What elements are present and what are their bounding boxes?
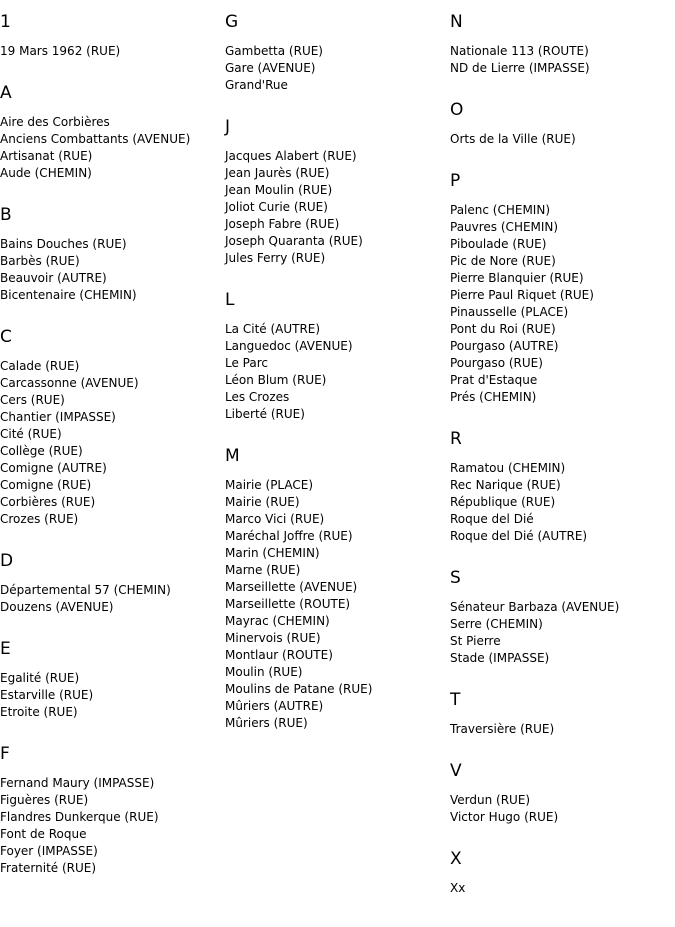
letter-section [450,100,675,148]
street-link[interactable]: Palenc (CHEMIN) [450,203,551,217]
street-link[interactable]: Pierre Blanquier (RUE) [450,271,584,285]
street-link[interactable]: St Pierre [450,634,501,648]
street-link[interactable]: Cité (RUE) [0,427,62,441]
street-list [0,43,222,60]
letter-section [0,744,222,877]
letter-section [450,761,675,826]
street-link[interactable]: Stade (IMPASSE) [450,651,550,665]
street-link[interactable]: Traversière (RUE) [450,722,555,736]
letter-section [225,446,447,732]
street-list [225,148,447,267]
street-link[interactable]: Gambetta (RUE) [225,44,323,58]
street-link[interactable]: Grand'Rue [225,78,288,92]
street-link[interactable]: Languedoc (AVENUE) [225,339,353,353]
section-letter-heading: 1 [0,12,11,32]
street-list [0,670,222,721]
street-link[interactable]: Mûriers (RUE) [225,716,308,730]
street-link[interactable]: Départemental 57 (CHEMIN) [0,583,171,597]
street-link[interactable]: Marin (CHEMIN) [225,546,320,560]
street-link[interactable]: Serre (CHEMIN) [450,617,543,631]
street-link[interactable]: Jules Ferry (RUE) [225,251,326,265]
street-link[interactable]: Font de Roque [0,827,87,841]
street-link[interactable]: La Cité (AUTRE) [225,322,321,336]
street-link[interactable]: Mairie (RUE) [225,495,300,509]
street-link[interactable]: Bicentenaire (CHEMIN) [0,288,137,302]
section-letter-heading: C [0,327,12,347]
section-letter-heading: O [450,100,464,120]
section-letter-heading: V [450,761,462,781]
street-list [450,460,675,545]
section-letter-heading: X [450,849,462,869]
street-link[interactable]: Pinausselle (PLACE) [450,305,569,319]
street-link[interactable]: ND de Lierre (IMPASSE) [450,61,590,75]
section-letter-heading: A [0,83,12,103]
street-link[interactable]: Prat d'Estaque [450,373,538,387]
letter-section [0,12,222,60]
street-link[interactable]: Roque del Dié (AUTRE) [450,529,588,543]
street-link[interactable]: Mairie (PLACE) [225,478,314,492]
section-letter-heading: M [225,446,240,466]
street-list [450,721,675,738]
street-link[interactable]: Liberté (RUE) [225,407,305,421]
section-letter-heading: R [450,429,462,449]
street-link[interactable]: Ramatou (CHEMIN) [450,461,566,475]
street-list [0,582,222,616]
letter-section [450,171,675,406]
letter-section [450,12,675,77]
street-link[interactable]: Crozes (RUE) [0,512,79,526]
street-link[interactable]: Foyer (IMPASSE) [0,844,98,858]
letter-section [225,290,447,423]
street-list [225,477,447,732]
street-link[interactable]: Roque del Dié [450,512,534,526]
section-letter-heading: L [225,290,235,310]
street-link[interactable]: 19 Mars 1962 (RUE) [0,44,121,58]
street-list [225,321,447,423]
street-link[interactable]: Etroite (RUE) [0,705,78,719]
street-link[interactable]: Marseillette (AVENUE) [225,580,358,594]
street-link[interactable]: Minervois (RUE) [225,631,321,645]
letter-section [450,429,675,545]
letter-section [0,83,222,182]
street-link[interactable]: Maréchal Joffre (RUE) [225,529,353,543]
street-link[interactable]: Pic de Nore (RUE) [450,254,556,268]
street-link[interactable]: Marseillette (ROUTE) [225,597,351,611]
street-link[interactable]: Mûriers (AUTRE) [225,699,324,713]
street-link[interactable]: Collège (RUE) [0,444,83,458]
street-list [0,236,222,304]
street-link[interactable]: Joseph Quaranta (RUE) [225,234,363,248]
letter-section [0,551,222,616]
section-letter-heading: N [450,12,463,32]
section-letter-heading: S [450,568,461,588]
street-link[interactable]: Jean Jaurès (RUE) [225,166,330,180]
section-letter-heading: B [0,205,12,225]
street-link[interactable]: Beauvoir (AUTRE) [0,271,107,285]
street-link[interactable]: Prés (CHEMIN) [450,390,537,404]
street-link[interactable]: Figuères (RUE) [0,793,89,807]
street-link[interactable]: Carcassonne (AVENUE) [0,376,139,390]
street-link[interactable]: Corbières (RUE) [0,495,96,509]
section-letter-heading: T [450,690,461,710]
street-link[interactable]: Xx [450,881,466,895]
section-letter-heading: F [0,744,10,764]
street-link[interactable]: Jean Moulin (RUE) [225,183,333,197]
street-link[interactable]: Moulin (RUE) [225,665,303,679]
street-link[interactable]: Bains Douches (RUE) [0,237,127,251]
street-list [450,792,675,826]
street-link[interactable]: Barbès (RUE) [0,254,80,268]
street-index-column-2 [225,0,447,732]
street-link[interactable]: Sénateur Barbaza (AVENUE) [450,600,620,614]
street-link[interactable]: Fernand Maury (IMPASSE) [0,776,155,790]
street-link[interactable]: Chantier (IMPASSE) [0,410,116,424]
section-letter-heading: G [225,12,239,32]
street-link[interactable]: Verdun (RUE) [450,793,531,807]
street-index-column-1 [0,0,222,877]
street-link[interactable]: Marne (RUE) [225,563,301,577]
street-link[interactable]: Orts de la Ville (RUE) [450,132,576,146]
letter-section [450,568,675,667]
section-letter-heading: P [450,171,461,191]
street-link[interactable]: Pourgaso (AUTRE) [450,339,559,353]
street-link[interactable]: Nationale 113 (ROUTE) [450,44,589,58]
section-letter-heading: D [0,551,14,571]
street-link[interactable]: Pont du Roi (RUE) [450,322,556,336]
street-link[interactable]: Aire des Corbières [0,115,110,129]
street-link[interactable]: Artisanat (RUE) [0,149,93,163]
letter-section [450,690,675,738]
street-link[interactable]: Pierre Paul Riquet (RUE) [450,288,594,302]
street-link[interactable]: Flandres Dunkerque (RUE) [0,810,159,824]
letter-section [225,117,447,267]
street-link[interactable]: Jacques Alabert (RUE) [225,149,357,163]
street-link[interactable]: Estarville (RUE) [0,688,94,702]
street-list [450,43,675,77]
street-link[interactable]: Cers (RUE) [0,393,65,407]
street-link[interactable]: Aude (CHEMIN) [0,166,92,180]
street-list [0,358,222,528]
street-list [225,43,447,94]
street-link[interactable]: Moulins de Patane (RUE) [225,682,373,696]
street-list [0,775,222,877]
street-link[interactable]: Comigne (AUTRE) [0,461,107,475]
street-link[interactable]: Victor Hugo (RUE) [450,810,559,824]
section-letter-heading: E [0,639,11,659]
letter-section [450,849,675,897]
street-link[interactable]: Pauvres (CHEMIN) [450,220,559,234]
street-link[interactable]: Léon Blum (RUE) [225,373,327,387]
street-list [450,880,675,897]
street-list [450,599,675,667]
letter-section [0,205,222,304]
street-link[interactable]: Rec Narique (RUE) [450,478,561,492]
street-index-column-3 [450,0,675,897]
street-link[interactable]: Gare (AVENUE) [225,61,316,75]
letter-section [0,327,222,528]
street-link[interactable]: Egalité (RUE) [0,671,80,685]
street-link[interactable]: Calade (RUE) [0,359,80,373]
street-link[interactable]: Comigne (RUE) [0,478,92,492]
street-link[interactable]: République (RUE) [450,495,556,509]
street-link[interactable]: Douzens (AVENUE) [0,600,114,614]
street-link[interactable]: Le Parc [225,356,268,370]
letter-section [225,12,447,94]
street-link[interactable]: Les Crozes [225,390,290,404]
street-link[interactable]: Fraternité (RUE) [0,861,97,875]
street-list [450,202,675,406]
street-link[interactable]: Montlaur (ROUTE) [225,648,333,662]
street-link[interactable]: Piboulade (RUE) [450,237,547,251]
street-list [450,131,675,148]
street-link[interactable]: Pourgaso (RUE) [450,356,543,370]
street-link[interactable]: Joseph Fabre (RUE) [225,217,340,231]
street-link[interactable]: Joliot Curie (RUE) [225,200,328,214]
section-letter-heading: J [225,117,231,137]
street-list [0,114,222,182]
letter-section [0,639,222,721]
street-link[interactable]: Marco Vici (RUE) [225,512,325,526]
street-link[interactable]: Anciens Combattants (AVENUE) [0,132,191,146]
street-link[interactable]: Mayrac (CHEMIN) [225,614,330,628]
